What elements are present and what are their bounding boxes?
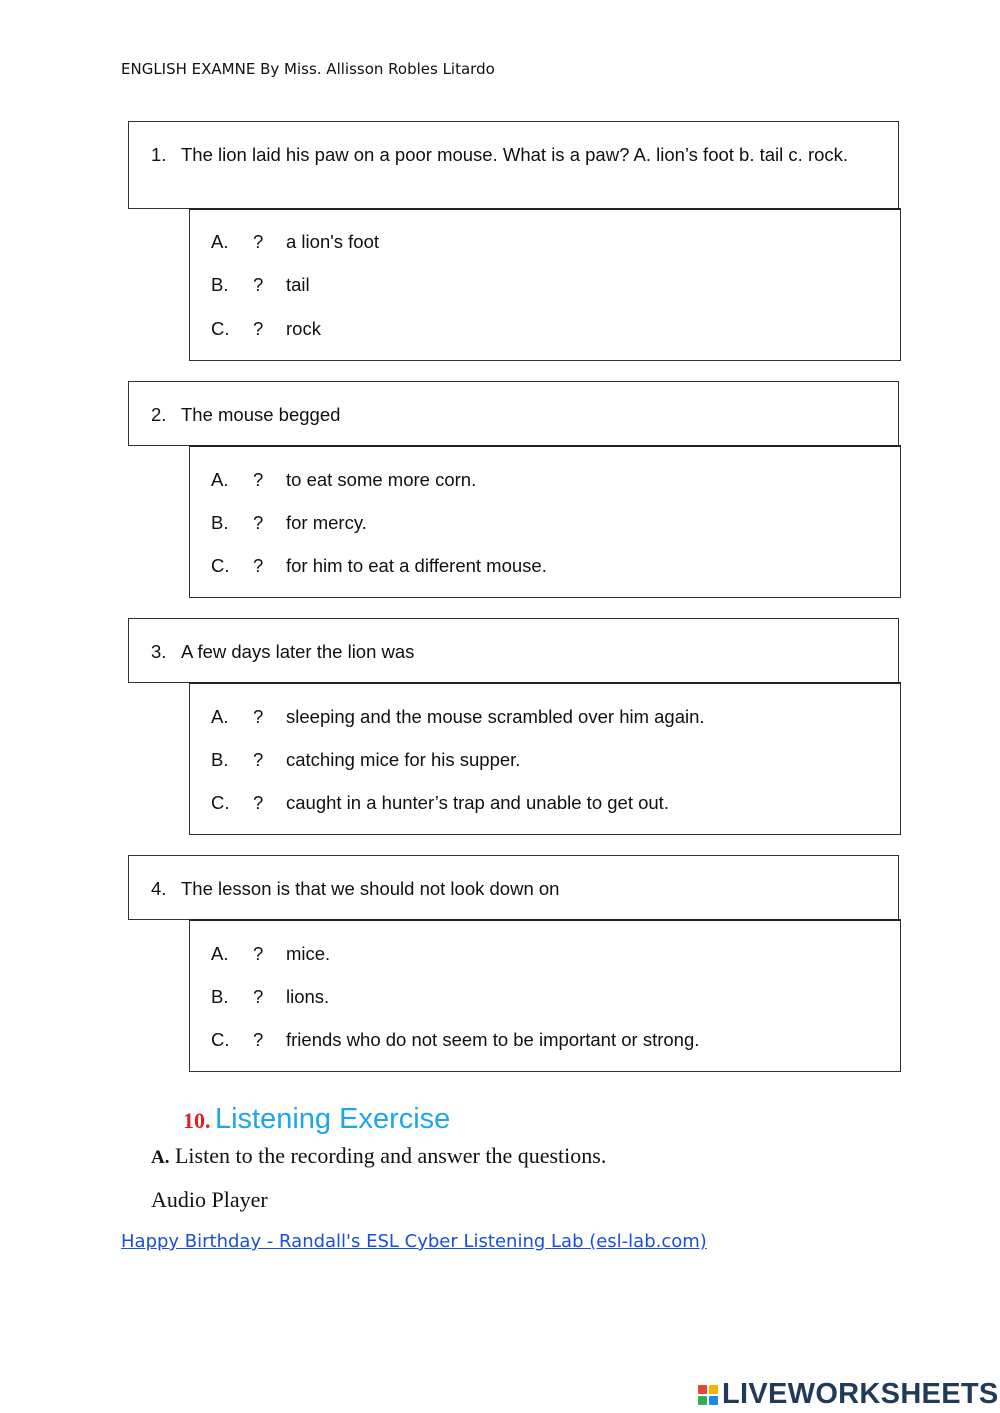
- section-title: Listening Exercise: [214, 1103, 451, 1135]
- option-letter: B.: [211, 986, 229, 1007]
- option-4a[interactable]: [211, 943, 330, 965]
- option-letter: C.: [211, 792, 230, 813]
- option-4b[interactable]: [211, 986, 329, 1008]
- option-text: tail: [286, 274, 310, 295]
- option-1c[interactable]: [211, 318, 321, 340]
- instruction-label: A.: [151, 1147, 170, 1168]
- answer-mark[interactable]: ?: [253, 231, 264, 252]
- option-text: caught in a hunter’s trap and unable to get out.: [286, 792, 669, 813]
- audio-player-label: Audio Player: [151, 1187, 268, 1212]
- option-text: sleeping and the mouse scrambled over him again.: [286, 706, 705, 727]
- option-letter: B.: [211, 749, 229, 770]
- question-text-3: [151, 640, 868, 663]
- question-number: 3.: [151, 641, 167, 662]
- question-text-2: [151, 403, 868, 426]
- question-number: 1.: [151, 144, 167, 165]
- options-box-1: [189, 208, 901, 361]
- listening-lab-link[interactable]: Happy Birthday - Randall's ESL Cyber Listening Lab (esl-lab.com): [121, 1231, 707, 1252]
- answer-mark[interactable]: ?: [253, 512, 264, 533]
- option-letter: C.: [211, 555, 230, 576]
- question-box-1: [128, 121, 899, 209]
- option-3b[interactable]: [211, 749, 520, 771]
- question-prompt: The lesson is that we should not look down on: [181, 878, 560, 899]
- option-text: for him to eat a different mouse.: [286, 555, 547, 576]
- question-prompt: The lion laid his paw on a poor mouse. What is a paw? A. lion’s foot b. tail c. rock.: [181, 144, 849, 165]
- question-box-2: [128, 381, 899, 446]
- question-prompt: The mouse begged: [181, 404, 341, 425]
- section-heading: [183, 1103, 450, 1136]
- answer-mark[interactable]: ?: [253, 749, 264, 770]
- option-text: rock: [286, 318, 321, 339]
- option-text: a lion's foot: [286, 231, 380, 252]
- question-number: 2.: [151, 404, 167, 425]
- option-letter: A.: [211, 706, 229, 727]
- options-box-3: [189, 682, 901, 835]
- answer-mark[interactable]: ?: [253, 986, 264, 1007]
- option-letter: C.: [211, 318, 230, 339]
- option-2b[interactable]: [211, 512, 367, 534]
- instruction-text: Listen to the recording and answer the questions.: [174, 1143, 607, 1168]
- option-text: to eat some more corn.: [286, 469, 477, 490]
- option-3a[interactable]: [211, 706, 705, 728]
- answer-mark[interactable]: ?: [253, 274, 264, 295]
- question-box-3: [128, 618, 899, 683]
- logo-square-yellow: [709, 1385, 718, 1394]
- question-number: 4.: [151, 878, 167, 899]
- option-letter: A.: [211, 231, 229, 252]
- option-letter: C.: [211, 1029, 230, 1050]
- option-text: catching mice for his supper.: [286, 749, 521, 770]
- instruction-line: [151, 1143, 606, 1169]
- answer-mark[interactable]: ?: [253, 943, 264, 964]
- option-letter: A.: [211, 469, 229, 490]
- answer-mark[interactable]: ?: [253, 706, 264, 727]
- options-box-2: [189, 445, 901, 598]
- option-2a[interactable]: [211, 469, 476, 491]
- answer-mark[interactable]: ?: [253, 1029, 264, 1050]
- option-1b[interactable]: [211, 274, 310, 296]
- logo-square-blue: [709, 1396, 718, 1405]
- option-text: lions.: [286, 986, 330, 1007]
- option-letter: A.: [211, 943, 229, 964]
- option-letter: B.: [211, 512, 229, 533]
- option-letter: B.: [211, 274, 229, 295]
- section-number: 10.: [183, 1108, 211, 1133]
- option-text: friends who do not seem to be important or strong.: [286, 1029, 700, 1050]
- answer-mark[interactable]: ?: [253, 792, 264, 813]
- option-1a[interactable]: [211, 231, 379, 253]
- answer-mark[interactable]: ?: [253, 469, 264, 490]
- options-box-4: [189, 919, 901, 1072]
- option-3c[interactable]: [211, 792, 669, 814]
- answer-mark[interactable]: ?: [253, 555, 264, 576]
- logo-square-red: [698, 1385, 707, 1394]
- logo-text: LIVEWORKSHEETS: [722, 1378, 999, 1410]
- option-text: mice.: [286, 943, 331, 964]
- question-prompt: A few days later the lion was: [181, 641, 415, 662]
- question-text-1: [151, 143, 868, 166]
- logo-icon: [698, 1385, 718, 1405]
- option-4c[interactable]: [211, 1029, 699, 1051]
- liveworksheets-logo: [698, 1378, 999, 1411]
- option-text: for mercy.: [286, 512, 367, 533]
- logo-square-green: [698, 1396, 707, 1405]
- question-text-4: [151, 877, 868, 900]
- question-box-4: [128, 855, 899, 920]
- answer-mark[interactable]: ?: [253, 318, 264, 339]
- document-header: ENGLISH EXAMNE By Miss. Allisson Robles Litardo: [121, 60, 495, 78]
- option-2c[interactable]: [211, 555, 547, 577]
